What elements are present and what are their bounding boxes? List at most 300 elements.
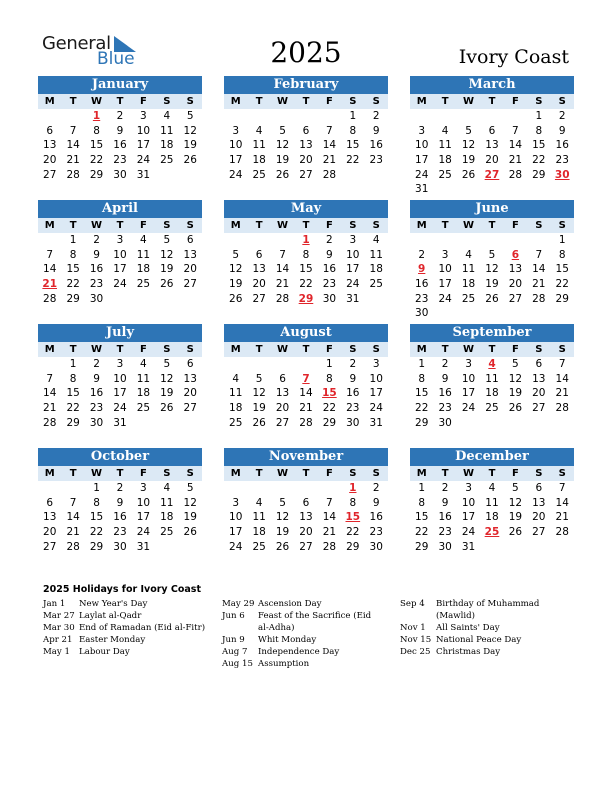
day-cell: 13 <box>183 372 197 385</box>
day-cell: 25 <box>461 292 476 305</box>
weekday-label: S <box>163 96 171 107</box>
empty-cell <box>318 481 341 496</box>
day-cell: 13 <box>299 139 313 152</box>
week-row <box>410 496 574 511</box>
day-cell: 30 <box>89 416 104 429</box>
day-cell: 28 <box>322 168 337 181</box>
empty-cell <box>38 481 61 496</box>
day-cell: 4 <box>232 372 240 385</box>
weekday-label: T <box>255 96 263 107</box>
weekday-header <box>410 342 574 357</box>
day-cell: 8 <box>302 248 310 261</box>
day-cell: 21 <box>43 402 57 415</box>
empty-cell <box>179 540 202 555</box>
day-cell: 27 <box>532 402 546 415</box>
weekday-label: T <box>488 468 496 479</box>
holiday-column <box>400 598 575 658</box>
day-cell: 24 <box>113 278 127 291</box>
day-cell: 25 <box>160 154 174 167</box>
day-cell: 26 <box>183 526 197 539</box>
day-cell: 12 <box>508 372 523 385</box>
week-row <box>410 248 574 263</box>
weekday-header <box>224 466 388 481</box>
day-cell: 18 <box>485 511 499 524</box>
day-cell: 29 <box>89 168 104 181</box>
day-cell: 11 <box>252 139 266 152</box>
week-row <box>224 277 388 292</box>
day-cell: 25 <box>136 278 151 291</box>
day-cell: 17 <box>461 387 476 400</box>
holiday-day: 25 <box>484 526 500 539</box>
day-cell: 22 <box>299 278 313 291</box>
week-row <box>410 182 574 197</box>
day-cell: 19 <box>229 278 243 291</box>
holiday-date: Apr 21 <box>43 635 73 646</box>
month-name: November <box>224 448 388 466</box>
holiday-date: Jun 9 <box>222 635 245 646</box>
week-row <box>224 292 388 307</box>
week-row <box>224 262 388 277</box>
day-cell: 27 <box>299 168 313 181</box>
week-row <box>38 525 202 540</box>
day-cell: 6 <box>488 124 496 137</box>
empty-cell <box>247 109 270 124</box>
day-cell: 11 <box>136 248 151 261</box>
day-cell: 5 <box>255 372 263 385</box>
day-cell: 16 <box>369 139 383 152</box>
holiday-item <box>222 610 372 634</box>
day-cell: 25 <box>160 526 174 539</box>
week-row <box>410 233 574 248</box>
day-cell: 8 <box>349 496 357 509</box>
day-cell: 11 <box>136 372 151 385</box>
holiday-name: Ascension Day <box>258 599 322 609</box>
logo <box>42 33 142 69</box>
week-row <box>224 481 388 496</box>
weekday-label: S <box>535 96 543 107</box>
day-cell: 2 <box>372 110 380 122</box>
day-cell: 11 <box>461 263 476 276</box>
day-cell: 1 <box>558 234 566 246</box>
day-cell: 16 <box>322 263 337 276</box>
week-row <box>38 510 202 525</box>
weekday-label: T <box>116 468 124 479</box>
day-cell: 17 <box>113 263 127 276</box>
day-cell: 8 <box>418 496 426 509</box>
holiday-item <box>222 658 372 670</box>
day-cell: 16 <box>555 139 569 152</box>
week-row <box>410 540 574 555</box>
month-name: May <box>224 200 388 218</box>
empty-cell <box>480 182 503 197</box>
day-cell: 13 <box>532 496 546 509</box>
empty-cell <box>108 292 131 307</box>
day-cell: 27 <box>43 540 57 553</box>
empty-cell <box>433 306 456 321</box>
day-cell: 31 <box>369 416 383 429</box>
day-cell: 1 <box>93 482 100 494</box>
day-cell: 15 <box>66 263 80 276</box>
day-cell: 26 <box>183 154 197 167</box>
holiday-name: Labour Day <box>79 647 130 658</box>
weekday-header <box>38 466 202 481</box>
empty-cell <box>38 233 61 248</box>
week-row <box>410 481 574 496</box>
day-cell: 12 <box>508 496 523 509</box>
day-cell: 20 <box>299 526 313 539</box>
empty-cell <box>480 233 503 248</box>
day-cell: 29 <box>415 540 429 553</box>
empty-cell <box>155 292 178 307</box>
day-cell: 21 <box>508 154 523 167</box>
day-cell: 15 <box>415 511 429 524</box>
day-cell: 6 <box>302 124 310 137</box>
day-cell: 15 <box>532 139 546 152</box>
day-cell: 7 <box>512 124 519 137</box>
day-cell: 22 <box>415 402 429 415</box>
day-cell: 13 <box>183 248 197 261</box>
day-cell: 5 <box>279 496 286 509</box>
holiday-date: Mar 27 <box>43 611 75 622</box>
day-cell: 6 <box>535 482 543 494</box>
weekday-header <box>410 94 574 109</box>
day-cell: 22 <box>555 278 569 291</box>
week-row <box>410 510 574 525</box>
day-cell: 10 <box>136 496 151 509</box>
weekday-label: M <box>416 96 427 107</box>
day-cell: 5 <box>163 234 171 246</box>
day-cell: 13 <box>508 263 523 276</box>
day-cell: 6 <box>302 496 310 509</box>
weekday-label: M <box>230 468 241 479</box>
day-cell: 11 <box>485 496 499 509</box>
weekday-label: W <box>463 96 475 107</box>
day-cell: 19 <box>275 154 290 167</box>
day-cell: 24 <box>461 526 476 539</box>
week-row <box>38 401 202 416</box>
day-cell: 22 <box>346 526 360 539</box>
weekday-label: S <box>349 220 357 231</box>
week-row <box>410 109 574 124</box>
day-cell: 23 <box>113 526 127 539</box>
holiday-name: Birthday of Muhammad (Mawlid) <box>436 599 540 622</box>
holiday-name: National Peace Day <box>436 635 522 646</box>
day-cell: 16 <box>346 387 360 400</box>
year-title: 2025 <box>270 36 342 69</box>
holiday-item <box>222 634 372 646</box>
week-row <box>38 481 202 496</box>
day-cell: 7 <box>558 358 566 370</box>
empty-cell <box>527 233 550 248</box>
month-name: June <box>410 200 574 218</box>
weekday-label: S <box>535 220 543 231</box>
day-cell: 8 <box>93 124 100 137</box>
weekday-label: W <box>463 344 475 355</box>
day-cell: 3 <box>232 496 240 509</box>
day-cell: 23 <box>369 526 383 539</box>
day-cell: 21 <box>275 278 290 291</box>
day-cell: 7 <box>279 248 286 261</box>
day-cell: 12 <box>275 511 290 524</box>
empty-cell <box>247 357 270 372</box>
day-cell: 28 <box>555 402 569 415</box>
day-cell: 5 <box>232 248 240 261</box>
week-row <box>224 496 388 511</box>
day-cell: 17 <box>438 278 452 291</box>
day-cell: 19 <box>508 387 523 400</box>
day-cell: 22 <box>322 402 337 415</box>
holiday-day: 1 <box>302 234 310 246</box>
weekday-label: S <box>372 344 380 355</box>
empty-cell <box>155 540 178 555</box>
week-row <box>38 233 202 248</box>
day-cell: 9 <box>349 372 357 385</box>
weekday-label: S <box>558 468 566 479</box>
weekday-label: W <box>277 96 289 107</box>
day-cell: 4 <box>488 482 496 494</box>
week-row <box>224 248 388 263</box>
day-cell: 18 <box>485 387 499 400</box>
day-cell: 4 <box>163 482 171 494</box>
day-cell: 30 <box>322 292 337 305</box>
weekday-header <box>224 218 388 233</box>
day-cell: 1 <box>418 482 426 494</box>
week-row <box>38 292 202 307</box>
day-cell: 25 <box>136 402 151 415</box>
weekday-label: S <box>535 344 543 355</box>
empty-cell <box>527 416 550 431</box>
day-cell: 24 <box>136 526 151 539</box>
holiday-date: Jan 1 <box>43 599 66 609</box>
holiday-day: 15 <box>345 511 361 524</box>
weekday-label: W <box>277 220 289 231</box>
holiday-item <box>43 610 218 622</box>
empty-cell <box>527 306 550 321</box>
day-cell: 16 <box>438 511 452 524</box>
day-cell: 9 <box>372 124 380 137</box>
day-cell: 17 <box>229 526 243 539</box>
weekday-label: W <box>277 344 289 355</box>
day-cell: 10 <box>461 372 476 385</box>
day-cell: 24 <box>461 402 476 415</box>
day-cell: 14 <box>322 139 337 152</box>
week-row <box>224 416 388 431</box>
empty-cell <box>155 416 178 431</box>
day-cell: 2 <box>441 482 449 494</box>
day-cell: 10 <box>461 496 476 509</box>
holiday-date: May 29 <box>222 599 255 609</box>
day-cell: 26 <box>160 402 174 415</box>
day-cell: 19 <box>252 402 266 415</box>
empty-cell <box>224 481 247 496</box>
week-row <box>410 372 574 387</box>
weekday-label: M <box>44 344 55 355</box>
day-cell: 7 <box>46 248 54 261</box>
month-september <box>410 324 574 430</box>
holiday-day: 27 <box>484 168 500 181</box>
empty-cell <box>294 357 317 372</box>
day-cell: 30 <box>113 540 127 553</box>
month-name: October <box>38 448 202 466</box>
weekday-label: W <box>91 468 103 479</box>
weekday-header <box>410 466 574 481</box>
day-cell: 20 <box>299 154 313 167</box>
day-cell: 19 <box>160 263 174 276</box>
day-cell: 20 <box>532 511 546 524</box>
empty-cell <box>457 109 480 124</box>
empty-cell <box>224 233 247 248</box>
day-cell: 4 <box>465 248 472 261</box>
day-cell: 12 <box>183 496 197 509</box>
weekday-label: S <box>372 220 380 231</box>
week-row <box>38 277 202 292</box>
weekday-label: S <box>558 96 566 107</box>
weekday-label: T <box>302 220 310 231</box>
empty-cell <box>410 233 433 248</box>
day-cell: 16 <box>89 263 104 276</box>
day-cell: 20 <box>183 263 197 276</box>
weekday-label: W <box>91 344 103 355</box>
weekday-label: F <box>325 468 333 479</box>
month-november <box>224 448 388 554</box>
empty-cell <box>551 416 574 431</box>
holiday-day: 7 <box>302 372 310 385</box>
day-cell: 19 <box>183 511 197 524</box>
weekday-label: S <box>186 220 194 231</box>
weekday-label: F <box>325 344 333 355</box>
weekday-label: S <box>558 344 566 355</box>
weekday-label: F <box>139 468 147 479</box>
day-cell: 14 <box>43 263 57 276</box>
day-cell: 19 <box>508 511 523 524</box>
week-row <box>38 262 202 277</box>
month-october <box>38 448 202 554</box>
weekday-label: S <box>163 468 171 479</box>
day-cell: 16 <box>113 139 127 152</box>
day-cell: 21 <box>299 402 313 415</box>
day-cell: 18 <box>461 278 476 291</box>
day-cell: 11 <box>369 248 383 261</box>
day-cell: 14 <box>275 263 290 276</box>
day-cell: 1 <box>535 110 543 122</box>
day-cell: 17 <box>369 387 383 400</box>
week-row <box>224 138 388 153</box>
day-cell: 27 <box>43 168 57 181</box>
weekday-label: M <box>44 96 55 107</box>
day-cell: 26 <box>508 526 523 539</box>
week-row <box>224 372 388 387</box>
day-cell: 26 <box>275 540 290 553</box>
month-july <box>38 324 202 430</box>
day-cell: 4 <box>163 110 171 122</box>
week-row <box>410 138 574 153</box>
day-cell: 21 <box>532 278 546 291</box>
empty-cell <box>271 109 294 124</box>
day-cell: 20 <box>43 526 57 539</box>
day-cell: 17 <box>346 263 360 276</box>
day-cell: 29 <box>89 540 104 553</box>
day-cell: 20 <box>183 387 197 400</box>
holiday-name: Assumption <box>258 659 310 670</box>
day-cell: 7 <box>326 124 333 137</box>
day-cell: 8 <box>326 372 333 385</box>
day-cell: 8 <box>418 372 426 385</box>
day-cell: 13 <box>43 139 57 152</box>
empty-cell <box>132 416 155 431</box>
day-cell: 12 <box>229 263 243 276</box>
day-cell: 18 <box>252 154 266 167</box>
weekday-label: T <box>69 344 77 355</box>
empty-cell <box>224 109 247 124</box>
empty-cell <box>271 481 294 496</box>
empty-cell <box>527 182 550 197</box>
day-cell: 11 <box>229 387 243 400</box>
holiday-date: Sep 4 <box>400 599 425 609</box>
day-cell: 4 <box>140 358 147 370</box>
week-row <box>38 109 202 124</box>
day-cell: 19 <box>461 154 476 167</box>
empty-cell <box>527 540 550 555</box>
week-row <box>224 168 388 183</box>
weekday-label: F <box>511 468 519 479</box>
day-cell: 1 <box>69 234 77 246</box>
holiday-day: 9 <box>418 263 426 276</box>
day-cell: 11 <box>160 124 174 137</box>
day-cell: 1 <box>349 110 357 122</box>
weekday-label: S <box>349 344 357 355</box>
month-name: March <box>410 76 574 94</box>
day-cell: 27 <box>252 292 266 305</box>
day-cell: 1 <box>418 358 426 370</box>
day-cell: 4 <box>372 234 380 246</box>
day-cell: 23 <box>89 278 104 291</box>
weekday-label: S <box>349 96 357 107</box>
month-january <box>38 76 202 182</box>
day-cell: 2 <box>116 482 124 494</box>
day-cell: 19 <box>160 387 174 400</box>
weekday-label: S <box>372 468 380 479</box>
empty-cell <box>410 109 433 124</box>
day-cell: 25 <box>369 278 383 291</box>
logo-text-general: General <box>42 33 111 54</box>
day-cell: 22 <box>89 526 104 539</box>
day-cell: 13 <box>532 372 546 385</box>
weekday-label: T <box>441 96 449 107</box>
day-cell: 20 <box>485 154 499 167</box>
weekday-label: M <box>44 220 55 231</box>
weekday-label: W <box>463 220 475 231</box>
day-cell: 8 <box>349 124 357 137</box>
week-row <box>224 401 388 416</box>
weekday-label: S <box>372 96 380 107</box>
day-cell: 28 <box>275 292 290 305</box>
holiday-day: 1 <box>349 482 357 494</box>
holiday-item <box>43 634 218 646</box>
holiday-day: 21 <box>42 278 58 291</box>
weekday-label: T <box>69 96 77 107</box>
holiday-item <box>222 646 372 658</box>
holiday-item <box>43 622 218 634</box>
day-cell: 15 <box>299 263 313 276</box>
week-row <box>410 292 574 307</box>
day-cell: 6 <box>46 124 54 137</box>
day-cell: 4 <box>255 496 263 509</box>
day-cell: 19 <box>183 139 197 152</box>
day-cell: 20 <box>508 278 523 291</box>
empty-cell <box>61 481 84 496</box>
day-cell: 24 <box>229 540 243 553</box>
week-row <box>410 124 574 139</box>
